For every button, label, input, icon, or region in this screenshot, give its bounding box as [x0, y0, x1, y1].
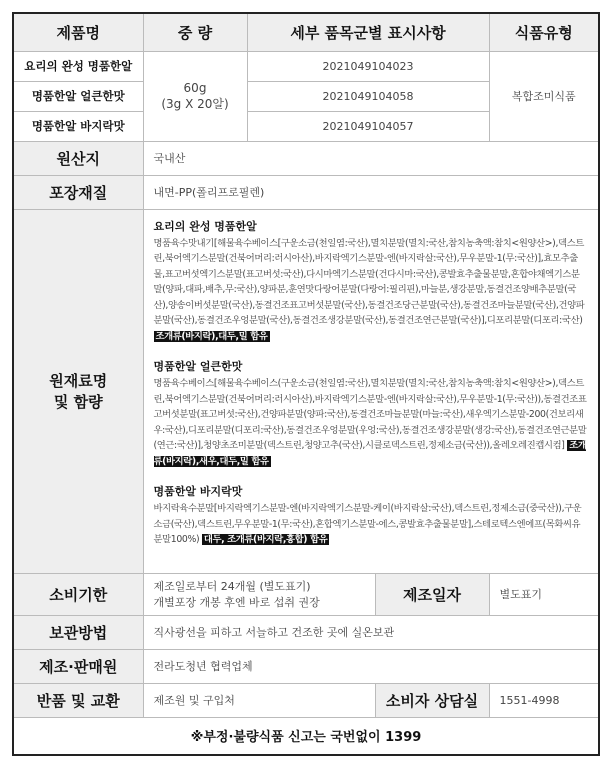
- ingredient-section: [154, 483, 589, 548]
- expiry-line1: 제조일로부터 24개월 (별도표기): [153, 580, 311, 593]
- header-product-name: 제품명: [13, 13, 143, 51]
- ingredients-label-line1: 원재료명: [49, 372, 108, 390]
- mfg-date-value: 별도표기: [489, 573, 599, 615]
- product-info-table: [12, 12, 600, 756]
- ingredients-row: [13, 209, 599, 573]
- product-name: 명품한알 바지락맛: [13, 111, 143, 141]
- origin-row: [13, 141, 599, 175]
- allergen-badge: 대두, 조개류(바지락,홍합) 함유: [203, 534, 328, 545]
- origin-value: 국내산: [143, 141, 599, 175]
- expiry-row: [13, 573, 599, 615]
- storage-value: 직사광선을 피하고 서늘하고 건조한 곳에 실온보관: [143, 615, 599, 649]
- allergen-badge: 조개류(바지락),새우,대두,밀 함유: [153, 440, 587, 467]
- expiry-line2: 개별포장 개봉 후엔 바로 섭취 권장: [153, 596, 320, 609]
- product-info-label: [12, 12, 598, 748]
- consultation-value: 1551-4998: [489, 683, 599, 717]
- weight-detail: (3g X 20알): [161, 96, 229, 111]
- ingredient-list: 명품육수베이스[해물육수베이스(구운소금(천일염:국산),멸치분말(멸치:국산,참치농축액:참치<원양산>),덱스트린,북어엑기스분말(건북어머리:러시아산),바지락엑기스분말-엔(바지락살:국산),무우분말-1(무:국산)),동결건조표고버섯분말(표고버섯:국산),건양파분말(양파:국산),동결건조마늘분말(마늘:국산),새우엑기스분말-200(건보리새우:국산),디포리분말(디포리:국산),동결건조우엉분말(우엉:국산),동결건조생강분말(생강:국산),동결건조연근분말(연근:국산)],청양초조미분말(덱스트린,청양고추(국산),시클로덱스트린,정제소금(국산)),올레오레진캡시컴]: [153, 378, 587, 451]
- mfg-date-label: 제조일자: [375, 573, 489, 615]
- origin-label: 원산지: [13, 141, 143, 175]
- header-report-number: 세부 품목군별 표시사항: [247, 13, 489, 51]
- allergen-badge: 조개류(바지락),대두,밀 함유: [155, 330, 268, 342]
- food-type-value: 복합조미식품: [489, 51, 599, 141]
- ingredient-section-body: [154, 376, 589, 469]
- ingredient-section-body: [154, 501, 589, 548]
- weight-cell: [143, 51, 247, 141]
- ingredient-section: [154, 218, 589, 345]
- storage-label: 보관방법: [13, 615, 143, 649]
- ingredients-label: [13, 209, 143, 573]
- manufacturer-label: 제조·판매원: [13, 649, 143, 683]
- header-row: [13, 13, 599, 51]
- weight-value: 60g: [183, 80, 207, 95]
- header-weight: 중 량: [143, 13, 247, 51]
- returns-value: 제조원 및 구입처: [143, 683, 375, 717]
- ingredient-section: [154, 358, 589, 469]
- report-number: 2021049104023: [247, 51, 489, 81]
- ingredient-section-title: 명품한알 바지락맛: [153, 485, 243, 498]
- expiry-value: [143, 573, 375, 615]
- header-food-type: 식품유형: [489, 13, 599, 51]
- packaging-row: [13, 175, 599, 209]
- consultation-label: 소비자 상담실: [375, 683, 489, 717]
- report-number: 2021049104057: [247, 111, 489, 141]
- manufacturer-value: 전라도청년 협력업체: [143, 649, 599, 683]
- ingredient-list: 바지락육수분말[바지락엑기스분말-엔(바지락엑기스분말-케이(바지락살:국산),덱스트린,정제소금(중국산)),구운소금(국산),덱스트린,무우분말-1(무:국산),혼합엑기스분말-에스,콩발효추출물분말],스테로텍스엔에프(목화씨유분말100%): [153, 503, 582, 545]
- ingredient-list: 명품육수맛내기[해물육수베이스[구운소금(천일염:국산),멸치분말(멸치:국산,참치농축액:참치<원양산>),덱스트린,북어엑기스분말(건북어머리:러시아산),바지락엑기스분말-엔(바지락살:국산),무우분말-1(무:국산)],효모추출물,표고버섯엑기스분말(표고버섯:국산),다시마엑기스분말(건다시마:국산),콩발효추출물분말,혼합야채엑기스분말(양파,대파,배추,무:국산),양파분,훈연맛다랑어분말(다랑어:필리핀),마늘분,생강분말,동결건조양배추분말(국산),양송이버섯분말(국산),동결건조표고버섯분말(국산),동결건조당근분말(국산),동결건조마늘분말(국산),건양파분말(국산),동결건조우엉분말(국산),동결건조생강분말(국산),동결건조연근분말(국산)],디포리분말(디포리:국산): [153, 237, 585, 326]
- returns-label: 반품 및 교환: [13, 683, 143, 717]
- packaging-value: 내면-PP(폴리프로필렌): [143, 175, 599, 209]
- ingredient-section-body: [154, 236, 589, 345]
- returns-row: [13, 683, 599, 717]
- product-name: 명품한알 얼큰한맛: [13, 81, 143, 111]
- ingredient-section-title: 명품한알 얼큰한맛: [153, 360, 243, 373]
- footer-row: [13, 717, 599, 755]
- product-name: 요리의 완성 명품한알: [13, 51, 143, 81]
- ingredients-label-line2: 및 함량: [53, 393, 103, 411]
- packaging-label: 포장재질: [13, 175, 143, 209]
- report-number: 2021049104058: [247, 81, 489, 111]
- storage-row: [13, 615, 599, 649]
- expiry-label: 소비기한: [13, 573, 143, 615]
- product-row: [13, 51, 599, 81]
- ingredients-content: [143, 209, 599, 573]
- ingredient-section-title: 요리의 완성 명품한알: [153, 219, 257, 233]
- manufacturer-row: [13, 649, 599, 683]
- report-notice: ※부정·불량식품 신고는 국번없이 1399: [13, 717, 599, 755]
